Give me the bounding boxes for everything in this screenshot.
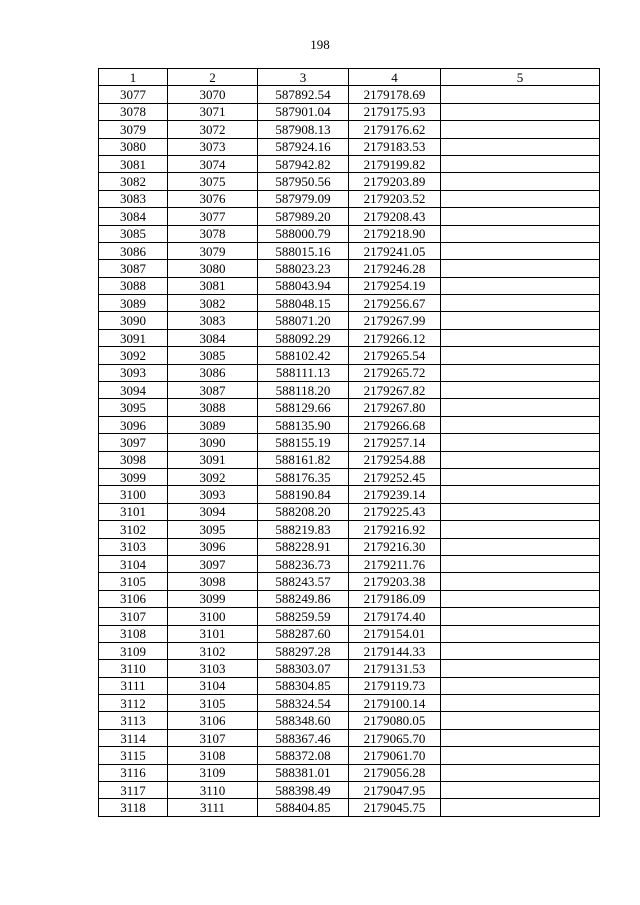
cell-x-coordinate: 587979.09 <box>258 190 349 207</box>
table-row <box>99 329 600 346</box>
table-row <box>99 382 600 399</box>
cell-index: 3108 <box>99 625 168 642</box>
cell-note <box>441 468 600 485</box>
cell-y-coordinate: 2179216.92 <box>349 521 441 538</box>
table-row <box>99 190 600 207</box>
cell-point-number: 3070 <box>168 86 258 103</box>
cell-index: 3089 <box>99 295 168 312</box>
table-row <box>99 538 600 555</box>
table-row <box>99 486 600 503</box>
table-row <box>99 260 600 277</box>
cell-y-coordinate: 2179186.09 <box>349 590 441 607</box>
table-row <box>99 590 600 607</box>
cell-x-coordinate: 588102.42 <box>258 347 349 364</box>
cell-index: 3086 <box>99 242 168 259</box>
cell-x-coordinate: 588023.23 <box>258 260 349 277</box>
table-row <box>99 103 600 120</box>
cell-note <box>441 590 600 607</box>
cell-y-coordinate: 2179208.43 <box>349 208 441 225</box>
table-row <box>99 555 600 572</box>
cell-x-coordinate: 588000.79 <box>258 225 349 242</box>
cell-note <box>441 399 600 416</box>
cell-y-coordinate: 2179131.53 <box>349 660 441 677</box>
table-row <box>99 799 600 816</box>
cell-index: 3100 <box>99 486 168 503</box>
cell-note <box>441 190 600 207</box>
cell-index: 3105 <box>99 573 168 590</box>
table-row <box>99 677 600 694</box>
cell-y-coordinate: 2179252.45 <box>349 468 441 485</box>
cell-y-coordinate: 2179203.52 <box>349 190 441 207</box>
cell-y-coordinate: 2179266.12 <box>349 329 441 346</box>
cell-y-coordinate: 2179254.88 <box>349 451 441 468</box>
cell-point-number: 3076 <box>168 190 258 207</box>
table-row <box>99 155 600 172</box>
cell-point-number: 3073 <box>168 138 258 155</box>
cell-point-number: 3086 <box>168 364 258 381</box>
page-number: 198 <box>310 37 330 52</box>
cell-point-number: 3079 <box>168 242 258 259</box>
table-row <box>99 764 600 781</box>
cell-x-coordinate: 588111.13 <box>258 364 349 381</box>
cell-note <box>441 555 600 572</box>
cell-note <box>441 155 600 172</box>
table-row <box>99 347 600 364</box>
cell-x-coordinate: 588176.35 <box>258 468 349 485</box>
cell-point-number: 3072 <box>168 121 258 138</box>
cell-index: 3080 <box>99 138 168 155</box>
cell-y-coordinate: 2179176.62 <box>349 121 441 138</box>
cell-y-coordinate: 2179119.73 <box>349 677 441 694</box>
cell-note <box>441 677 600 694</box>
table-row <box>99 416 600 433</box>
cell-x-coordinate: 588381.01 <box>258 764 349 781</box>
cell-index: 3113 <box>99 712 168 729</box>
cell-y-coordinate: 2179080.05 <box>349 712 441 729</box>
cell-point-number: 3096 <box>168 538 258 555</box>
cell-point-number: 3084 <box>168 329 258 346</box>
table-row <box>99 642 600 659</box>
table-row <box>99 782 600 799</box>
cell-index: 3093 <box>99 364 168 381</box>
cell-x-coordinate: 588155.19 <box>258 434 349 451</box>
cell-point-number: 3106 <box>168 712 258 729</box>
cell-y-coordinate: 2179183.53 <box>349 138 441 155</box>
cell-note <box>441 608 600 625</box>
cell-note <box>441 277 600 294</box>
cell-index: 3090 <box>99 312 168 329</box>
cell-point-number: 3080 <box>168 260 258 277</box>
cell-note <box>441 416 600 433</box>
coordinates-table <box>98 68 600 817</box>
cell-x-coordinate: 587901.04 <box>258 103 349 120</box>
cell-note <box>441 86 600 103</box>
table-row <box>99 625 600 642</box>
cell-x-coordinate: 588372.08 <box>258 747 349 764</box>
cell-index: 3115 <box>99 747 168 764</box>
cell-x-coordinate: 588118.20 <box>258 382 349 399</box>
cell-note <box>441 225 600 242</box>
cell-y-coordinate: 2179100.14 <box>349 695 441 712</box>
cell-y-coordinate: 2179267.82 <box>349 382 441 399</box>
cell-x-coordinate: 588287.60 <box>258 625 349 642</box>
cell-x-coordinate: 587924.16 <box>258 138 349 155</box>
cell-note <box>441 764 600 781</box>
cell-note <box>441 434 600 451</box>
cell-note <box>441 260 600 277</box>
cell-note <box>441 695 600 712</box>
cell-x-coordinate: 588249.86 <box>258 590 349 607</box>
cell-note <box>441 642 600 659</box>
cell-index: 3097 <box>99 434 168 451</box>
cell-x-coordinate: 588367.46 <box>258 729 349 746</box>
column-header-2: 2 <box>168 69 258 86</box>
table-row <box>99 503 600 520</box>
cell-y-coordinate: 2179199.82 <box>349 155 441 172</box>
cell-index: 3102 <box>99 521 168 538</box>
cell-x-coordinate: 588236.73 <box>258 555 349 572</box>
cell-point-number: 3088 <box>168 399 258 416</box>
cell-y-coordinate: 2179154.01 <box>349 625 441 642</box>
column-header-1: 1 <box>99 69 168 86</box>
cell-point-number: 3092 <box>168 468 258 485</box>
cell-point-number: 3110 <box>168 782 258 799</box>
cell-index: 3098 <box>99 451 168 468</box>
cell-x-coordinate: 588303.07 <box>258 660 349 677</box>
cell-point-number: 3103 <box>168 660 258 677</box>
column-header-4: 4 <box>349 69 441 86</box>
table-row <box>99 573 600 590</box>
cell-y-coordinate: 2179047.95 <box>349 782 441 799</box>
cell-note <box>441 747 600 764</box>
table-row <box>99 295 600 312</box>
cell-y-coordinate: 2179203.38 <box>349 573 441 590</box>
cell-note <box>441 364 600 381</box>
table-row <box>99 468 600 485</box>
cell-point-number: 3097 <box>168 555 258 572</box>
table-header-row <box>99 69 600 86</box>
cell-note <box>441 173 600 190</box>
cell-note <box>441 138 600 155</box>
cell-index: 3081 <box>99 155 168 172</box>
cell-point-number: 3077 <box>168 208 258 225</box>
table-row <box>99 277 600 294</box>
cell-y-coordinate: 2179266.68 <box>349 416 441 433</box>
cell-x-coordinate: 588161.82 <box>258 451 349 468</box>
cell-note <box>441 312 600 329</box>
cell-point-number: 3093 <box>168 486 258 503</box>
cell-x-coordinate: 588398.49 <box>258 782 349 799</box>
table-row <box>99 242 600 259</box>
table-row <box>99 86 600 103</box>
cell-x-coordinate: 588135.90 <box>258 416 349 433</box>
cell-note <box>441 729 600 746</box>
cell-point-number: 3105 <box>168 695 258 712</box>
cell-x-coordinate: 588208.20 <box>258 503 349 520</box>
cell-point-number: 3071 <box>168 103 258 120</box>
cell-x-coordinate: 588071.20 <box>258 312 349 329</box>
cell-index: 3095 <box>99 399 168 416</box>
cell-y-coordinate: 2179241.05 <box>349 242 441 259</box>
cell-y-coordinate: 2179265.54 <box>349 347 441 364</box>
table-row <box>99 747 600 764</box>
cell-point-number: 3081 <box>168 277 258 294</box>
cell-x-coordinate: 588190.84 <box>258 486 349 503</box>
cell-note <box>441 486 600 503</box>
table-row <box>99 695 600 712</box>
cell-point-number: 3109 <box>168 764 258 781</box>
cell-index: 3111 <box>99 677 168 694</box>
cell-note <box>441 712 600 729</box>
cell-note <box>441 538 600 555</box>
cell-x-coordinate: 588219.83 <box>258 521 349 538</box>
cell-index: 3096 <box>99 416 168 433</box>
cell-y-coordinate: 2179239.14 <box>349 486 441 503</box>
cell-y-coordinate: 2179257.14 <box>349 434 441 451</box>
cell-x-coordinate: 588048.15 <box>258 295 349 312</box>
cell-x-coordinate: 587908.13 <box>258 121 349 138</box>
cell-index: 3091 <box>99 329 168 346</box>
cell-note <box>441 782 600 799</box>
cell-index: 3079 <box>99 121 168 138</box>
cell-note <box>441 329 600 346</box>
cell-point-number: 3091 <box>168 451 258 468</box>
cell-note <box>441 382 600 399</box>
table-row <box>99 399 600 416</box>
cell-index: 3107 <box>99 608 168 625</box>
cell-index: 3088 <box>99 277 168 294</box>
cell-point-number: 3085 <box>168 347 258 364</box>
cell-note <box>441 242 600 259</box>
cell-x-coordinate: 588043.94 <box>258 277 349 294</box>
cell-index: 3110 <box>99 660 168 677</box>
cell-index: 3077 <box>99 86 168 103</box>
cell-point-number: 3111 <box>168 799 258 816</box>
cell-point-number: 3089 <box>168 416 258 433</box>
cell-point-number: 3095 <box>168 521 258 538</box>
cell-point-number: 3104 <box>168 677 258 694</box>
cell-y-coordinate: 2179254.19 <box>349 277 441 294</box>
cell-point-number: 3107 <box>168 729 258 746</box>
cell-index: 3112 <box>99 695 168 712</box>
cell-x-coordinate: 588297.28 <box>258 642 349 659</box>
cell-y-coordinate: 2179056.28 <box>349 764 441 781</box>
cell-y-coordinate: 2179216.30 <box>349 538 441 555</box>
cell-x-coordinate: 588404.85 <box>258 799 349 816</box>
cell-x-coordinate: 588228.91 <box>258 538 349 555</box>
cell-note <box>441 295 600 312</box>
cell-index: 3103 <box>99 538 168 555</box>
cell-y-coordinate: 2179045.75 <box>349 799 441 816</box>
cell-y-coordinate: 2179267.80 <box>349 399 441 416</box>
cell-x-coordinate: 588015.16 <box>258 242 349 259</box>
table-row <box>99 208 600 225</box>
table-body <box>99 86 600 816</box>
cell-x-coordinate: 588348.60 <box>258 712 349 729</box>
table-row <box>99 660 600 677</box>
table-row <box>99 521 600 538</box>
cell-y-coordinate: 2179256.67 <box>349 295 441 312</box>
column-header-5: 5 <box>441 69 600 86</box>
cell-note <box>441 521 600 538</box>
cell-point-number: 3075 <box>168 173 258 190</box>
table-row <box>99 121 600 138</box>
cell-x-coordinate: 587942.82 <box>258 155 349 172</box>
cell-index: 3083 <box>99 190 168 207</box>
cell-index: 3085 <box>99 225 168 242</box>
cell-note <box>441 103 600 120</box>
cell-index: 3109 <box>99 642 168 659</box>
cell-point-number: 3102 <box>168 642 258 659</box>
cell-index: 3092 <box>99 347 168 364</box>
cell-note <box>441 208 600 225</box>
cell-point-number: 3090 <box>168 434 258 451</box>
cell-point-number: 3082 <box>168 295 258 312</box>
cell-index: 3101 <box>99 503 168 520</box>
cell-x-coordinate: 588243.57 <box>258 573 349 590</box>
cell-y-coordinate: 2179203.89 <box>349 173 441 190</box>
cell-y-coordinate: 2179178.69 <box>349 86 441 103</box>
cell-x-coordinate: 588092.29 <box>258 329 349 346</box>
cell-point-number: 3074 <box>168 155 258 172</box>
column-header-3: 3 <box>258 69 349 86</box>
table-row <box>99 364 600 381</box>
cell-x-coordinate: 587989.20 <box>258 208 349 225</box>
cell-point-number: 3087 <box>168 382 258 399</box>
cell-y-coordinate: 2179246.28 <box>349 260 441 277</box>
cell-y-coordinate: 2179175.93 <box>349 103 441 120</box>
cell-x-coordinate: 587892.54 <box>258 86 349 103</box>
cell-point-number: 3099 <box>168 590 258 607</box>
cell-x-coordinate: 588304.85 <box>258 677 349 694</box>
cell-point-number: 3108 <box>168 747 258 764</box>
cell-y-coordinate: 2179144.33 <box>349 642 441 659</box>
cell-index: 3116 <box>99 764 168 781</box>
cell-index: 3118 <box>99 799 168 816</box>
cell-note <box>441 573 600 590</box>
cell-note <box>441 660 600 677</box>
table-row <box>99 312 600 329</box>
cell-index: 3099 <box>99 468 168 485</box>
cell-y-coordinate: 2179225.43 <box>349 503 441 520</box>
cell-y-coordinate: 2179061.70 <box>349 747 441 764</box>
cell-index: 3106 <box>99 590 168 607</box>
table-row <box>99 173 600 190</box>
table-row <box>99 225 600 242</box>
cell-point-number: 3100 <box>168 608 258 625</box>
cell-x-coordinate: 587950.56 <box>258 173 349 190</box>
table-row <box>99 729 600 746</box>
cell-point-number: 3101 <box>168 625 258 642</box>
cell-index: 3082 <box>99 173 168 190</box>
cell-point-number: 3098 <box>168 573 258 590</box>
cell-index: 3078 <box>99 103 168 120</box>
cell-x-coordinate: 588324.54 <box>258 695 349 712</box>
cell-y-coordinate: 2179218.90 <box>349 225 441 242</box>
cell-index: 3084 <box>99 208 168 225</box>
cell-index: 3094 <box>99 382 168 399</box>
cell-note <box>441 121 600 138</box>
table-row <box>99 608 600 625</box>
cell-y-coordinate: 2179267.99 <box>349 312 441 329</box>
cell-y-coordinate: 2179174.40 <box>349 608 441 625</box>
table-row <box>99 138 600 155</box>
cell-y-coordinate: 2179265.72 <box>349 364 441 381</box>
cell-note <box>441 451 600 468</box>
cell-note <box>441 347 600 364</box>
cell-x-coordinate: 588259.59 <box>258 608 349 625</box>
cell-note <box>441 625 600 642</box>
cell-note <box>441 799 600 816</box>
cell-x-coordinate: 588129.66 <box>258 399 349 416</box>
cell-y-coordinate: 2179065.70 <box>349 729 441 746</box>
table-row <box>99 451 600 468</box>
table-row <box>99 712 600 729</box>
table-row <box>99 434 600 451</box>
cell-index: 3104 <box>99 555 168 572</box>
cell-index: 3114 <box>99 729 168 746</box>
cell-point-number: 3083 <box>168 312 258 329</box>
cell-note <box>441 503 600 520</box>
cell-index: 3087 <box>99 260 168 277</box>
cell-y-coordinate: 2179211.76 <box>349 555 441 572</box>
cell-point-number: 3078 <box>168 225 258 242</box>
cell-point-number: 3094 <box>168 503 258 520</box>
cell-index: 3117 <box>99 782 168 799</box>
